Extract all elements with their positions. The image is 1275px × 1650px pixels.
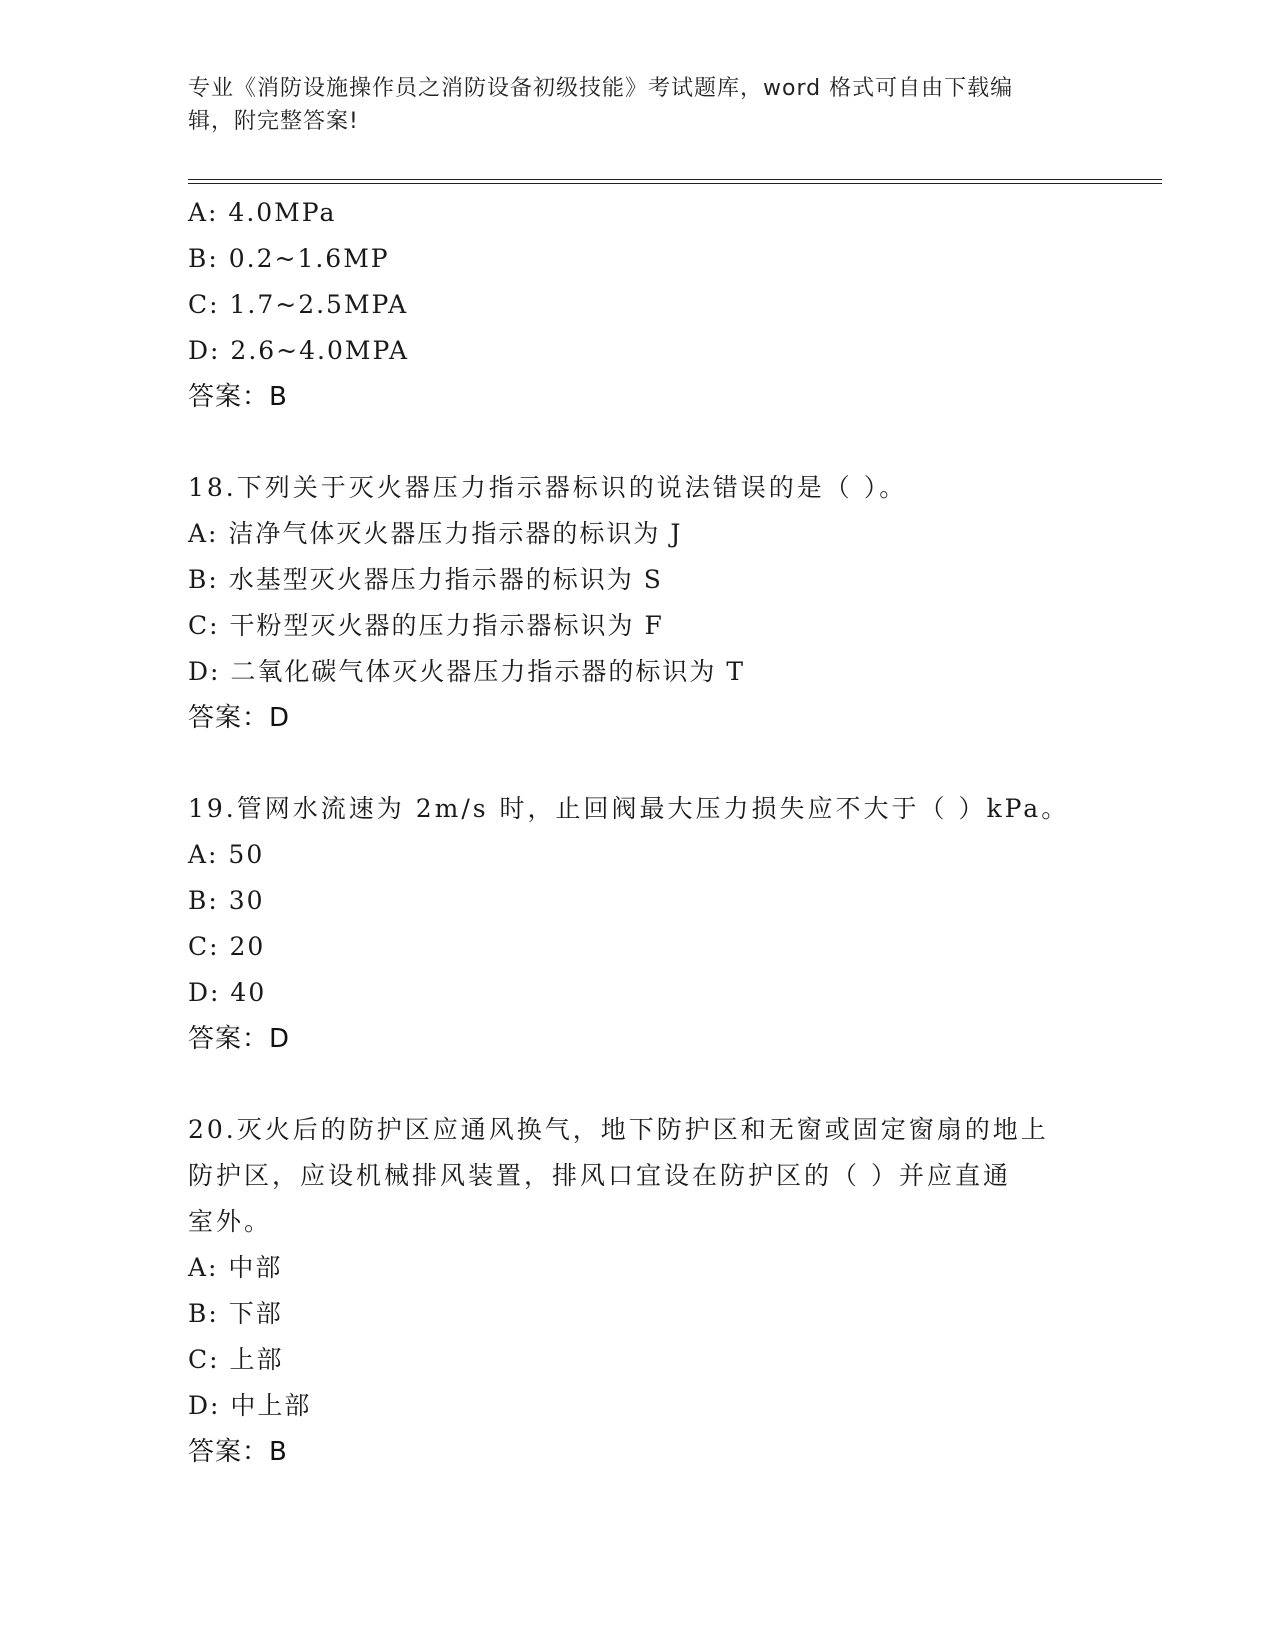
question-18 (188, 465, 1088, 741)
option-d: D: 2.6~4.0MPA (188, 336, 410, 365)
option-a: A: 4.0MPa (188, 198, 337, 227)
header-divider-top (188, 179, 1162, 180)
option-b: B: 下部 (188, 1299, 283, 1328)
answer: 答案：D (188, 703, 291, 733)
question-stem-line-1: 20.灭火后的防护区应通风换气，地下防护区和无窗或固定窗扇的地上 (188, 1115, 1049, 1144)
option-b: B: 30 (188, 886, 265, 915)
option-d: D: 二氧化碳气体灭火器压力指示器的标识为 T (188, 657, 746, 686)
header-line-1: 专业《消防设施操作员之消防设备初级技能》考试题库，word 格式可自由下载编 (188, 76, 1014, 101)
question-17 (188, 190, 1088, 420)
answer: 答案：B (188, 382, 288, 412)
header-divider-bottom (188, 183, 1162, 184)
question-list (188, 190, 1088, 1475)
question-stem-line-3: 室外。 (188, 1207, 273, 1236)
option-b: B: 水基型灭火器压力指示器的标识为 S (188, 565, 663, 594)
option-a: A: 50 (188, 840, 265, 869)
spacer (188, 741, 1088, 786)
option-c: C: 干粉型灭火器的压力指示器标识为 F (188, 611, 664, 640)
question-20 (188, 1107, 1088, 1475)
option-d: D: 中上部 (188, 1391, 312, 1420)
option-d: D: 40 (188, 978, 267, 1007)
question-stem: 19.管网水流速为 2m/s 时，止回阀最大压力损失应不大于（ ）kPa。 (188, 794, 1070, 823)
option-c: C: 20 (188, 932, 266, 961)
question-stem-line-2: 防护区，应设机械排风装置，排风口宜设在防护区的（ ）并应直通 (188, 1161, 1011, 1190)
question-stem: 18.下列关于灭火器压力指示器标识的说法错误的是（ ）。 (188, 473, 908, 502)
header-line-2: 辑，附完整答案! (188, 109, 359, 134)
spacer (188, 1062, 1088, 1107)
answer: 答案：D (188, 1024, 291, 1054)
document-header (188, 72, 1088, 138)
option-a: A: 洁净气体灭火器压力指示器的标识为 J (188, 519, 683, 548)
answer: 答案：B (188, 1437, 288, 1467)
option-c: C: 1.7~2.5MPA (188, 290, 409, 319)
option-a: A: 中部 (188, 1253, 283, 1282)
spacer (188, 420, 1088, 465)
option-b: B: 0.2~1.6MP (188, 244, 390, 273)
option-c: C: 上部 (188, 1345, 284, 1374)
question-19 (188, 786, 1088, 1062)
